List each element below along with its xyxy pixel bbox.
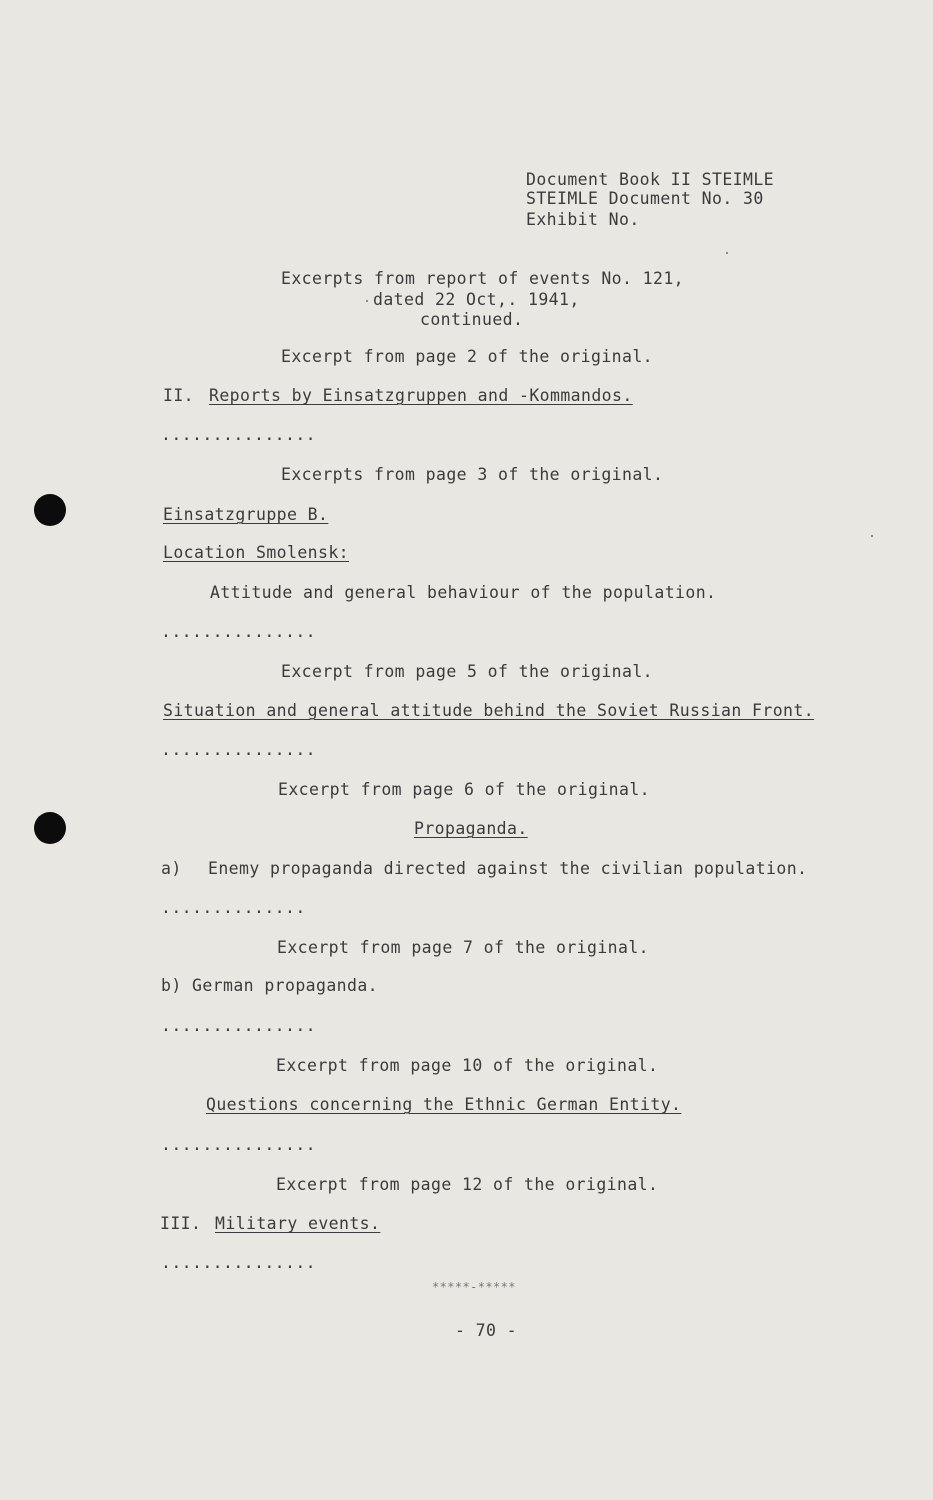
ellipsis-row: ............... xyxy=(161,622,317,641)
paper-speck xyxy=(726,252,728,254)
punch-hole-top xyxy=(34,494,66,526)
excerpt-page-12: Excerpt from page 12 of the original. xyxy=(276,1175,659,1194)
excerpt-page-2: Excerpt from page 2 of the original. xyxy=(281,347,654,366)
item-b: b) German propaganda. xyxy=(161,976,379,995)
ellipsis-row: .............. xyxy=(161,898,306,917)
punch-hole-bottom xyxy=(34,812,66,844)
item-a-text: Enemy propaganda directed against the civilian population. xyxy=(208,859,808,878)
end-stars: *****-***** xyxy=(432,1280,516,1294)
excerpt-page-5: Excerpt from page 5 of the original. xyxy=(281,662,654,681)
section-iii-title: Military events. xyxy=(215,1214,381,1233)
excerpt-page-6: Excerpt from page 6 of the original. xyxy=(278,780,651,799)
location-heading: Location Smolensk: xyxy=(163,543,350,562)
einsatzgruppe-heading: Einsatzgruppe B. xyxy=(163,505,329,524)
paper-speck xyxy=(366,300,368,302)
section-ii-title: Reports by Einsatzgruppen and -Kommandos. xyxy=(209,386,633,405)
header-exhibit: Exhibit No. xyxy=(526,210,640,229)
ellipsis-row: ............... xyxy=(161,1135,317,1154)
item-a-label: a) xyxy=(161,859,182,878)
header-doc-number: STEIMLE Document No. 30 xyxy=(526,189,764,208)
page-number: - 70 - xyxy=(455,1321,518,1340)
excerpt-page-10: Excerpt from page 10 of the original. xyxy=(276,1056,659,1075)
title-line-1: Excerpts from report of events No. 121, xyxy=(281,269,685,288)
propaganda-heading: Propaganda. xyxy=(414,819,528,838)
excerpt-page-3: Excerpts from page 3 of the original. xyxy=(281,465,664,484)
ellipsis-row: ............... xyxy=(161,1016,317,1035)
ellipsis-row: ............... xyxy=(161,740,317,759)
header-doc-book: Document Book II STEIMLE xyxy=(526,170,775,189)
section-iii-number: III. xyxy=(160,1214,202,1233)
ethnic-heading: Questions concerning the Ethnic German Entity. xyxy=(206,1095,682,1114)
ellipsis-row: ............... xyxy=(161,1253,317,1272)
section-ii-number: II. xyxy=(163,386,195,405)
title-line-2: dated 22 Oct,. 1941, xyxy=(373,290,580,309)
excerpt-page-7: Excerpt from page 7 of the original. xyxy=(277,938,650,957)
attitude-line: Attitude and general behaviour of the population. xyxy=(210,583,717,602)
situation-heading: Situation and general attitude behind the Soviet Russian Front. xyxy=(163,701,815,720)
ellipsis-row: ............... xyxy=(161,425,317,444)
paper-speck xyxy=(871,535,873,537)
title-line-3: continued. xyxy=(420,310,524,329)
